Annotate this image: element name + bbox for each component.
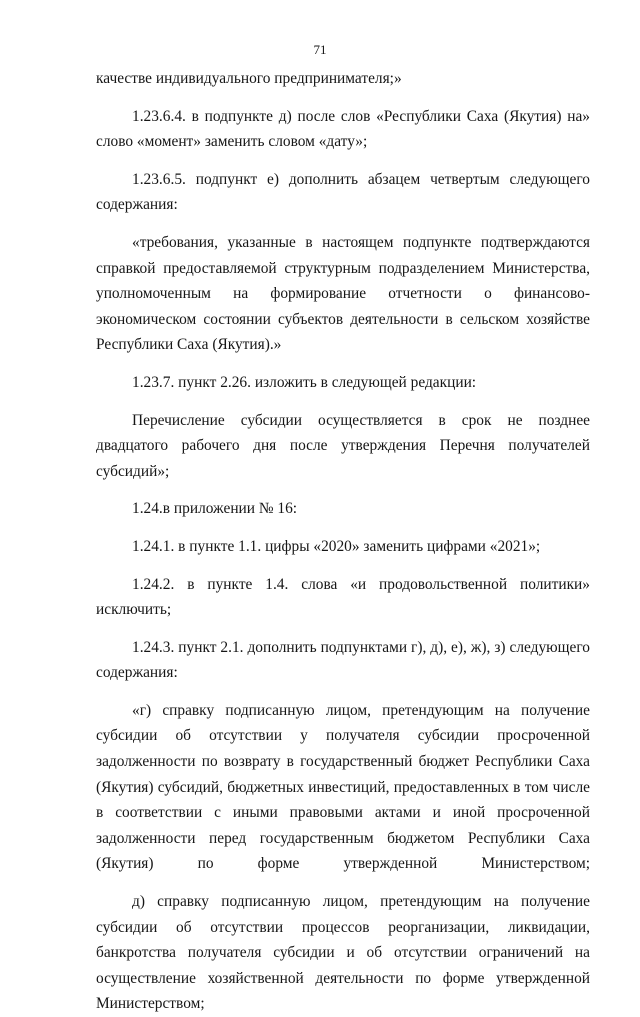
paragraph-1-23-6-5: 1.23.6.5. подпункт е) дополнить абзацем четвертым следующего содержания: xyxy=(96,170,590,214)
paragraph-1-23-6-4: 1.23.6.4. в подпункте д) после слов «Республики Саха (Якутия) на» слово «момент» заменить словом «дату»; xyxy=(96,107,590,151)
paragraph-subsidy-transfer: Перечисление субсидии осуществляется в срок не позднее двадцатого рабочего дня после утверждения Перечня получателей субсидий»; xyxy=(96,411,590,480)
paragraph-1-23-7: 1.23.7. пункт 2.26. изложить в следующей редакции: xyxy=(132,373,477,391)
paragraph-subpoint-d: д) справку подписанную лицом, претендующим на получение субсидии об отсутствии процессов реорганизации, ликвидации, банкротства получателя субсидии и об отсутствии ограничений на осуществление хозяйственной деятельности по форме утвержденной Министерством; xyxy=(96,893,590,1013)
page-number: 71 xyxy=(313,42,327,57)
document-body xyxy=(96,66,590,1017)
paragraph-1-24: 1.24.в приложении № 16: xyxy=(132,500,298,518)
paragraph-continuation: качестве индивидуального предпринимателя;» xyxy=(96,70,402,87)
paragraph-1-24-1: 1.24.1. в пункте 1.1. цифры «2020» заменить цифрами «2021»; xyxy=(132,537,541,555)
paragraph-quoted-requirements: «требования, указанные в настоящем подпункте подтверждаются справкой предоставляемой структурным подразделением Министерства, уполномоченным на формирование отчетности о финансово-экономическом состоянии субъектов деятельности в сельском хозяйстве Республики Саха (Якутия).» xyxy=(96,233,590,354)
paragraph-subpoint-g: «г) справку подписанную лицом, претендующим на получение субсидии об отсутствии у получателя субсидии просроченной задолженности по возврату в государственный бюджет Республики Саха (Якутия) субсидий, бюджетных инвестиций, предоставленных в том числе в соответствии с иными правовыми актами и иной просроченной задолженности перед государственным бюджетом Республики Саха (Якутия) по форме утвержденной Министерством; xyxy=(96,701,590,873)
paragraph-1-24-2: 1.24.2. в пункте 1.4. слова «и продовольственной политики» исключить; xyxy=(96,575,590,619)
paragraph-1-24-3: 1.24.3. пункт 2.1. дополнить подпунктами г), д), е), ж), з) следующего содержания: xyxy=(96,638,590,682)
